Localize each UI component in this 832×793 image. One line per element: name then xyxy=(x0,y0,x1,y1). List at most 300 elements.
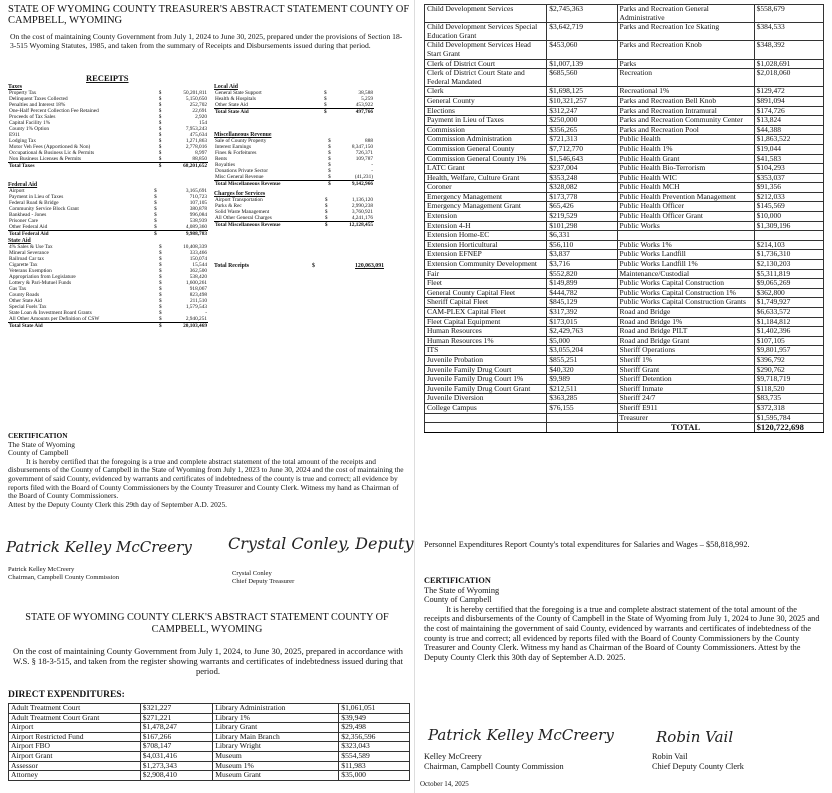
row-currency: $ xyxy=(159,256,162,263)
section-title: Taxes xyxy=(8,84,22,90)
department: Airport Restricted Fund xyxy=(9,732,141,742)
row-label: Fines & Forfeitures xyxy=(215,150,257,157)
row-currency: $ xyxy=(158,132,162,139)
row-currency: $ xyxy=(158,114,162,121)
department: Library 1% xyxy=(213,713,339,723)
row-currency: $ xyxy=(324,203,328,210)
row-amount: (41,231) xyxy=(354,174,373,181)
local-section xyxy=(214,84,374,115)
row-amount: 888 xyxy=(365,138,373,145)
row-label: E911 xyxy=(9,132,20,139)
row-currency: $ xyxy=(328,138,331,145)
amount: $321,227 xyxy=(140,704,212,714)
amount: $250,000 xyxy=(547,116,617,126)
department: Museum xyxy=(213,751,339,761)
department: Treasurer xyxy=(617,413,754,423)
total-receipts-value: 120,063,091 xyxy=(355,263,384,269)
amount: $76,155 xyxy=(547,403,617,413)
table-row xyxy=(425,212,824,222)
row-currency: $ xyxy=(158,102,162,109)
table-row xyxy=(425,164,824,174)
total-currency: $ xyxy=(323,109,331,116)
amount: $41,583 xyxy=(754,154,823,164)
department: Recreational 1% xyxy=(617,87,754,97)
state-section xyxy=(8,238,208,329)
amount: $13,824 xyxy=(754,116,823,126)
row-amount: 22,691 xyxy=(192,108,207,115)
amount: $10,321,257 xyxy=(547,96,617,106)
row-amount: 15,544 xyxy=(192,262,207,269)
amount: $1,402,396 xyxy=(754,327,823,337)
amount: $363,285 xyxy=(547,394,617,404)
row-currency: $ xyxy=(328,150,331,157)
amount: $271,221 xyxy=(140,713,212,723)
department: Public Health Prevention Management xyxy=(617,192,754,202)
row-currency: $ xyxy=(154,194,157,201)
amount: $9,801,957 xyxy=(754,346,823,356)
row-label: Interest Earnings xyxy=(215,144,252,151)
total-currency: $ xyxy=(324,222,332,229)
table-row xyxy=(9,723,410,733)
amount: $129,472 xyxy=(754,87,823,97)
table-row xyxy=(9,761,410,771)
table-row xyxy=(425,135,824,145)
row-label: Mineral Severance xyxy=(9,250,49,257)
department: Extension 4-H xyxy=(425,221,547,231)
row-amount: 4,089,360 xyxy=(185,224,207,231)
signer-name: Crystal Conley xyxy=(232,570,272,577)
total-currency: $ xyxy=(158,323,166,330)
amount xyxy=(547,413,617,423)
department: Public Health Grant xyxy=(617,154,754,164)
department: Public Works xyxy=(617,221,754,231)
row-amount: 107,105 xyxy=(189,200,207,207)
department: Public Health xyxy=(617,135,754,145)
row-label: Community Service Block Grant xyxy=(9,206,79,213)
signature-conley: Crystal Conley, Deputy xyxy=(228,534,414,553)
amount xyxy=(754,231,823,241)
department: Public Health Officer Grant xyxy=(617,212,754,222)
amount: $237,004 xyxy=(547,164,617,174)
local-table xyxy=(214,90,374,115)
department: Assessor xyxy=(9,761,141,771)
row-currency: $ xyxy=(158,108,162,115)
amount: $855,251 xyxy=(547,355,617,365)
amount: $101,298 xyxy=(547,221,617,231)
table-row xyxy=(9,713,410,723)
table-row xyxy=(425,394,824,404)
department: Recreation xyxy=(617,69,754,87)
row-amount: 2,920 xyxy=(195,114,207,121)
total-row xyxy=(8,231,208,238)
signer-name: Kelley McCreery xyxy=(424,752,482,761)
amount: $554,589 xyxy=(339,751,410,761)
department: Library Administration xyxy=(213,704,339,714)
table-row xyxy=(425,41,824,59)
signer-name: Robin Vail xyxy=(652,752,688,761)
amount: $6,331 xyxy=(547,231,617,241)
total-amount: 9,988,783 xyxy=(161,231,208,238)
row-currency: $ xyxy=(159,250,162,257)
total-label: Total State Aid xyxy=(214,109,323,116)
department: Airport xyxy=(9,723,141,733)
amount: $558,679 xyxy=(754,5,823,23)
taxes-table xyxy=(8,90,208,169)
row-amount: - xyxy=(371,162,373,169)
department: Juvenile Family Drug Court 1% xyxy=(425,375,547,385)
department: Public Works Capital Construction xyxy=(617,279,754,289)
row-amount: 2,990,238 xyxy=(351,203,373,210)
row-amount: 150,074 xyxy=(189,256,207,263)
row-currency: $ xyxy=(159,280,162,287)
row-currency: $ xyxy=(159,316,162,323)
amount: $312,247 xyxy=(547,106,617,116)
department: Clerk xyxy=(425,87,547,97)
row-currency: $ xyxy=(159,286,162,293)
total-row xyxy=(8,323,208,330)
amount: $328,082 xyxy=(547,183,617,193)
row-currency: $ xyxy=(324,209,328,216)
row-amount: 154 xyxy=(199,120,207,127)
department: Juvenile Family Drug Court xyxy=(425,365,547,375)
row-label: Occupational & Business Lic & Permits xyxy=(9,150,95,157)
department: Road and Bridge xyxy=(617,308,754,318)
department: Child Development Services Head Start Grant xyxy=(425,41,547,59)
amount: $5,311,819 xyxy=(754,269,823,279)
amount: $396,792 xyxy=(754,355,823,365)
amount: $453,060 xyxy=(547,41,617,59)
cert-attest: Attest by the Deputy County Clerk this 29th day of September A.D. 2025. xyxy=(8,499,228,509)
row-label: Sale of County Property xyxy=(215,138,267,145)
total-row xyxy=(8,163,208,170)
department: Sheriff Capital Fleet xyxy=(425,298,547,308)
department xyxy=(425,413,547,423)
amount: $145,569 xyxy=(754,202,823,212)
empty-cell xyxy=(547,423,617,433)
row-label: Health & Hospitals xyxy=(215,96,256,103)
row-label: Special Fuels Tax xyxy=(9,304,47,311)
table-row xyxy=(425,5,824,23)
table-row xyxy=(425,69,824,87)
section-title: Federal Aid xyxy=(8,182,38,188)
row-label: Gas Tax xyxy=(9,286,27,293)
total-label: Total Taxes xyxy=(8,163,158,170)
row-label: Lottery & Pari-Mutuel Funds xyxy=(9,280,72,287)
treasurer-intro: On the cost of maintaining County Government from July 1, 2024 to June 30, 2025, prepared under the provisions of Section 18-3-515 Wyoming Statutes, 1985, and taken from the summary of Receipts and Disbursements issued during that period. xyxy=(10,32,403,50)
total-amount: $120,722,698 xyxy=(754,423,823,433)
department xyxy=(617,231,754,241)
row-label: Bankhead - Jones xyxy=(9,212,47,219)
department: Human Resources 1% xyxy=(425,336,547,346)
department: Sheriff Detention xyxy=(617,375,754,385)
empty-cell xyxy=(425,423,547,433)
department: Road and Bridge 1% xyxy=(617,317,754,327)
row-currency: $ xyxy=(159,244,162,251)
amount: $2,908,410 xyxy=(140,771,212,781)
amount: $384,533 xyxy=(754,23,823,41)
taxes-section xyxy=(8,84,208,169)
signature-mccreery: Patrick Kelley McCreery xyxy=(428,726,614,744)
amount: $219,529 xyxy=(547,212,617,222)
table-row xyxy=(425,327,824,337)
row-currency: $ xyxy=(159,304,162,311)
row-currency: $ xyxy=(158,156,162,163)
table-row xyxy=(425,87,824,97)
row-label: Other Federal Aid xyxy=(9,224,48,231)
row-amount: 1,271,863 xyxy=(185,138,207,145)
row-currency: $ xyxy=(324,215,328,222)
row-amount: 8,997 xyxy=(195,150,207,157)
amount: $721,313 xyxy=(547,135,617,145)
amount: $552,820 xyxy=(547,269,617,279)
signer-name: Patrick Kelley McCreery xyxy=(8,566,75,573)
amount: $212,033 xyxy=(754,192,823,202)
department: Parks and Recreation Intramural xyxy=(617,106,754,116)
amount: $39,949 xyxy=(339,713,410,723)
row-label: Veterans Exemption xyxy=(9,268,52,275)
amount: $1,007,139 xyxy=(547,59,617,69)
table-row xyxy=(425,260,824,270)
row-currency: $ xyxy=(324,102,327,109)
row-amount: 109,787 xyxy=(355,156,373,163)
department: Library Wright xyxy=(213,742,339,752)
amount: $1,273,343 xyxy=(140,761,212,771)
amount: $214,103 xyxy=(754,240,823,250)
amount: $2,745,363 xyxy=(547,5,617,23)
amount: $353,037 xyxy=(754,173,823,183)
federal-section xyxy=(8,182,208,237)
amount: $83,735 xyxy=(754,394,823,404)
row-currency: $ xyxy=(328,144,331,151)
personnel-expenditures: Personnel Expenditures Report County's total expenditures for Salaries and Wages – $58,818,992. xyxy=(424,540,750,549)
treasurer-certification xyxy=(8,432,406,509)
table-row xyxy=(425,279,824,289)
department: General County xyxy=(425,96,547,106)
clerk-title: STATE OF WYOMING COUNTY CLERK'S ABSTRACT STATEMENT COUNTY OF CAMPBELL, WYOMING xyxy=(25,612,389,635)
amount: $173,015 xyxy=(547,317,617,327)
amount: $149,899 xyxy=(547,279,617,289)
amount: $40,320 xyxy=(547,365,617,375)
row-label: One-Half Percent Collection Fee Retained xyxy=(9,108,99,115)
treasurer-title: STATE OF WYOMING COUNTY TREASURER'S ABSTRACT STATEMENT COUNTY OF CAMPBELL, WYOMING xyxy=(8,4,410,26)
row-amount: 211,510 xyxy=(189,298,207,305)
row-amount: 710,723 xyxy=(189,194,207,201)
row-label: Delinquent Taxes Collected xyxy=(9,96,68,103)
row-currency: $ xyxy=(159,262,162,269)
cert-state: The State of Wyoming xyxy=(8,439,75,449)
misc-section xyxy=(214,132,374,187)
table-row xyxy=(425,355,824,365)
department: Child Development Services xyxy=(425,5,547,23)
row-amount: 8,347,150 xyxy=(351,144,373,151)
amount: $212,511 xyxy=(547,384,617,394)
row-currency: $ xyxy=(158,126,162,133)
amount: $290,762 xyxy=(754,365,823,375)
department: Human Resources xyxy=(425,327,547,337)
amount: $9,065,269 xyxy=(754,279,823,289)
table-row xyxy=(9,751,410,761)
department: Maintenance/Custodial xyxy=(617,269,754,279)
table-row xyxy=(425,144,824,154)
table-row xyxy=(425,403,824,413)
row-label: Proceeds of Tax Sales xyxy=(9,114,56,121)
department: Clerk of District Court xyxy=(425,59,547,69)
cert-title: CERTIFICATION xyxy=(424,576,491,585)
row-label: Airport xyxy=(9,188,25,195)
cert-county: County of Campbell xyxy=(8,448,69,458)
row-currency: $ xyxy=(328,162,331,169)
amount: $1,698,125 xyxy=(547,87,617,97)
amount: $56,110 xyxy=(547,240,617,250)
cert-title: CERTIFICATION xyxy=(8,431,68,440)
department: Public Works Landfill xyxy=(617,250,754,260)
row-amount: 1,579,543 xyxy=(185,304,207,311)
row-label: Solid Waste Management xyxy=(215,209,270,216)
clerk-intro: On the cost of maintaining County Government from July 1, 2024, to June 30, 2025, prepared in accordance with W.S. § 18-3-515, and taken from the register showing warrants and certificates of indebtedness issued during that period. xyxy=(13,646,403,676)
total-receipts-dollar: $ xyxy=(312,263,315,269)
amount: $1,546,643 xyxy=(547,154,617,164)
amount: $3,642,719 xyxy=(547,23,617,41)
department: Attorney xyxy=(9,771,141,781)
cert-body: It is hereby certified that the foregoing is a true and complete abstract statement of the total amount of the receipts and disbursements of the County of Campbell in the State of Wyoming from July 1, 2024 to June 30, 2025 and the cost of maintaining the government of said County, evidenced by warrants and certificates of indebtedness of the county is true and correct; all evidenced by reports filed with the Board of County Commissioners by the County Treasurer and County Clerk. Witness my hand as Chairman of the Board of County Commissioners. Attest by the Deputy County Clerk this 30th day of September A.D. 2025. xyxy=(424,604,820,662)
row-label: County Roads xyxy=(9,292,40,299)
charges-table xyxy=(214,197,374,228)
amount: $1,863,522 xyxy=(754,135,823,145)
table-row xyxy=(425,308,824,318)
department: General County Capital Fleet xyxy=(425,288,547,298)
amount: $167,266 xyxy=(140,732,212,742)
section-title: Local Aid xyxy=(214,84,238,90)
table-row xyxy=(425,96,824,106)
row-label: Airport Transportation xyxy=(215,197,263,204)
department: Sheriff Operations xyxy=(617,346,754,356)
amount: $3,055,204 xyxy=(547,346,617,356)
signature-vail: Robin Vail xyxy=(656,728,734,746)
section-title: State Aid xyxy=(8,238,31,244)
total-receipts xyxy=(214,263,384,269)
signer-role: Chairman, Campbell County Commission xyxy=(8,573,119,581)
row-amount: 5,259 xyxy=(361,96,373,103)
table-row xyxy=(9,771,410,781)
row-label: Misc General Revenue xyxy=(215,174,264,181)
department: Commission Administration xyxy=(425,135,547,145)
department: Airport Grant xyxy=(9,751,141,761)
table-row xyxy=(9,742,410,752)
amount: $65,426 xyxy=(547,202,617,212)
row-amount: 475,634 xyxy=(189,132,207,139)
amount: $708,147 xyxy=(140,742,212,752)
signature-mccreery: Patrick Kelley McCreery xyxy=(6,538,192,556)
row-label: Appropriation from Legislature xyxy=(9,274,76,281)
row-amount: 726,371 xyxy=(355,150,373,157)
row-label: Royalties xyxy=(215,162,236,169)
receipts-heading: RECEIPTS xyxy=(86,73,129,83)
row-label: Capital Facility 1% xyxy=(9,120,51,127)
amount: $11,983 xyxy=(339,761,410,771)
department: Extension Horticultural xyxy=(425,240,547,250)
department: Commission General County xyxy=(425,144,547,154)
row-currency: $ xyxy=(159,292,162,299)
department: Extension Community Development xyxy=(425,260,547,270)
department: Public Works Capital Construction 1% xyxy=(617,288,754,298)
total-label: Total State Aid xyxy=(8,323,158,330)
department: Juvenile Family Drug Court Grant xyxy=(425,384,547,394)
row-amount: 252,702 xyxy=(189,102,207,109)
amount: $362,800 xyxy=(754,288,823,298)
row-currency: $ xyxy=(324,197,328,204)
table-row xyxy=(9,732,410,742)
amount: $9,718,719 xyxy=(754,375,823,385)
department: Public Works 1% xyxy=(617,240,754,250)
amount: $845,129 xyxy=(547,298,617,308)
department: Public Health 1% xyxy=(617,144,754,154)
total-currency: $ xyxy=(327,181,335,188)
amount: $118,520 xyxy=(754,384,823,394)
department: Extension EFNEP xyxy=(425,250,547,260)
row-amount: 453,922 xyxy=(355,102,373,109)
row-label: Other State Aid xyxy=(9,298,42,305)
row-label: State Loan & Investment Board Grants xyxy=(9,310,92,317)
amount: $35,000 xyxy=(339,771,410,781)
department: Clerk of District Court State and Federal Mandated xyxy=(425,69,547,87)
row-label: 4% Sales & Use Tax xyxy=(9,244,53,251)
row-label: Cigarette Tax xyxy=(9,262,38,269)
row-currency: $ xyxy=(158,120,162,127)
clerk-statement-continued xyxy=(416,0,832,793)
total-amount: 20,103,469 xyxy=(166,323,208,330)
row-amount: 1,136,120 xyxy=(351,197,373,204)
row-currency: $ xyxy=(158,144,162,151)
total-row xyxy=(425,423,824,433)
amount: $444,782 xyxy=(547,288,617,298)
department: Adult Treatment Court Grant xyxy=(9,713,141,723)
department: Parks xyxy=(617,59,754,69)
department: Public Health WIC xyxy=(617,173,754,183)
amount: $7,712,770 xyxy=(547,144,617,154)
department: Parks and Recreation Community Center xyxy=(617,116,754,126)
department: Commission General County 1% xyxy=(425,154,547,164)
department: Adult Treatment Court xyxy=(9,704,141,714)
department: Road and Bridge Grant xyxy=(617,336,754,346)
row-amount: 10,408,339 xyxy=(183,244,207,251)
signer-block-2 xyxy=(232,570,294,585)
state-table xyxy=(8,244,208,329)
row-label: Property Tax xyxy=(9,90,37,97)
clerk-certification xyxy=(424,576,824,662)
amount: $19,044 xyxy=(754,144,823,154)
amount: $6,633,572 xyxy=(754,308,823,318)
total-label: Total Miscellaneous Revenue xyxy=(214,222,324,229)
total-amount: 9,142,966 xyxy=(335,181,374,188)
row-currency: $ xyxy=(159,310,162,317)
total-row xyxy=(214,181,374,188)
total-amount: 68,201,652 xyxy=(166,163,208,170)
department: Sheriff Inmate xyxy=(617,384,754,394)
row-label: Lodging Tax xyxy=(9,138,37,145)
row-label: All Other General Charges xyxy=(215,215,272,222)
department: Parks and Recreation Pool xyxy=(617,125,754,135)
amount: $2,429,763 xyxy=(547,327,617,337)
department: Road and Bridge PILT xyxy=(617,327,754,337)
amount: $1,184,812 xyxy=(754,317,823,327)
row-label: Non Business Licenses & Permits xyxy=(9,156,82,163)
amount: $173,778 xyxy=(547,192,617,202)
department: Sheriff 24/7 xyxy=(617,394,754,404)
department: LATC Grant xyxy=(425,164,547,174)
amount: $2,130,203 xyxy=(754,260,823,270)
row-amount: 2,778,016 xyxy=(185,144,207,151)
signer-role: Chief Deputy Treasurer xyxy=(232,577,295,585)
